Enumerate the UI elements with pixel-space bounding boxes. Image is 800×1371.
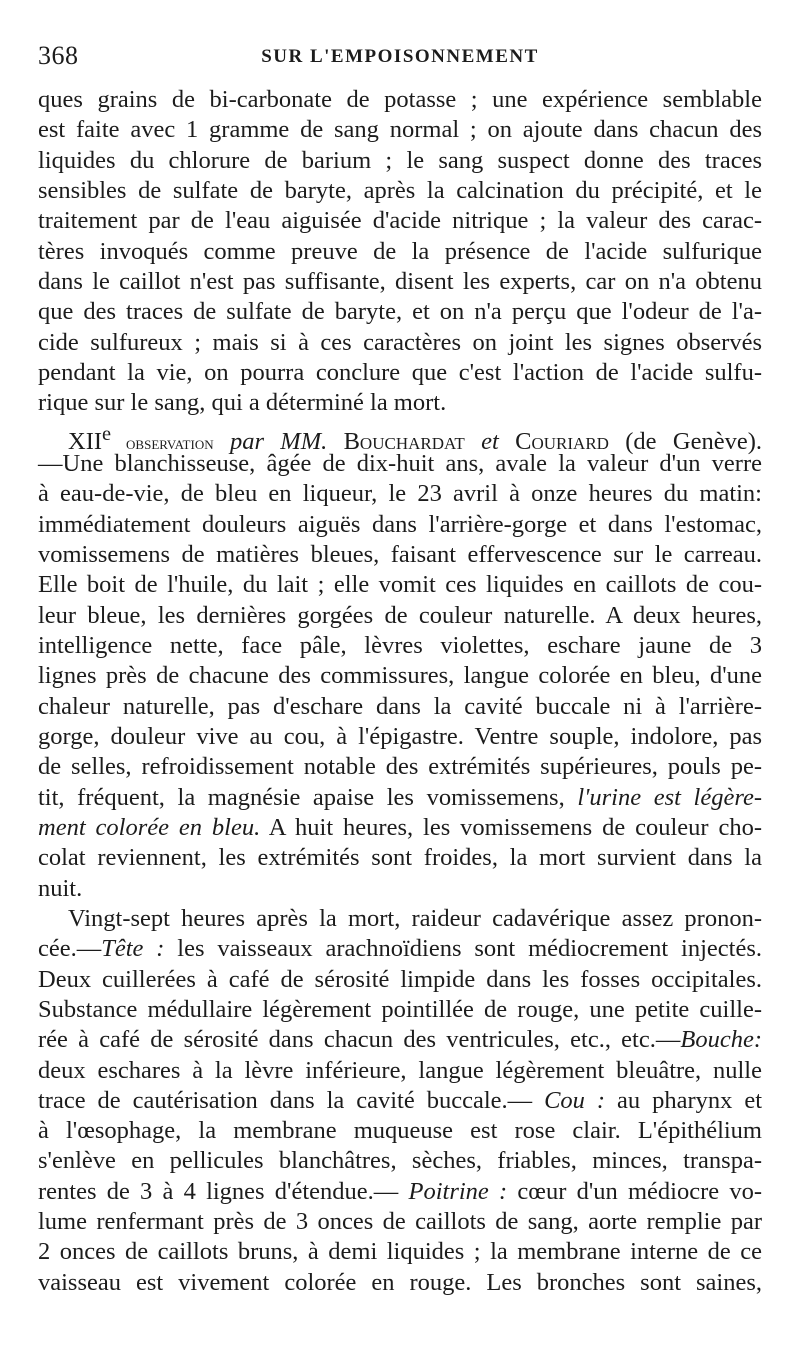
- italic-text: Cou :: [544, 1086, 606, 1114]
- text-line: intelligence nette, face pâle, lèvres violettes, eschare jaune de 3: [38, 631, 762, 659]
- text-line: Vingt-sept heures après la mort, raideur cadavérique assez pronon-: [68, 904, 762, 932]
- text-line: lignes près de chacune des commissures, langue colorée en bleu, d'une: [38, 662, 762, 690]
- text-line: dans le caillot n'est pas suffisante, disent les experts, car on n'a obtenu: [38, 267, 762, 295]
- text-line: Substance médullaire légèrement pointillée de rouge, une petite cuille-: [38, 995, 762, 1023]
- text-run: A huit heures, les vomissemens de couleur cho-: [260, 813, 762, 841]
- author-name: Couriard: [515, 427, 609, 455]
- text-line: lume renfermant près de 3 onces de caillots de sang, aorte remplie par: [38, 1208, 762, 1236]
- text-line: [38, 934, 762, 964]
- text-line: traitement par de l'eau aiguisée d'acide nitrique ; la valeur des carac-: [38, 207, 762, 235]
- italic-text: par MM.: [213, 427, 344, 455]
- observation-heading: [38, 419, 762, 455]
- text-line: que des traces de sulfate de baryte, et on n'a perçu que l'odeur de l'a-: [38, 298, 762, 326]
- italic-text: Poitrine :: [408, 1177, 508, 1205]
- text-run: au pharynx et: [605, 1086, 763, 1114]
- italic-text: l'urine est légère-: [577, 783, 762, 811]
- body-text: [38, 85, 762, 1298]
- text-line: [38, 813, 762, 843]
- text-line: à eau-de-vie, de bleu en liqueur, le 23 avril à onze heures du matin:: [38, 480, 762, 508]
- text-line: [38, 1086, 762, 1116]
- text-line: pendant la vie, on pourra conclure que c'est l'action de l'acide sulfu-: [38, 358, 762, 386]
- observation-number: XII: [68, 427, 103, 455]
- text-line: [38, 1177, 762, 1207]
- italic-text: Bouche:: [680, 1026, 762, 1054]
- text-line: deux eschares à la lèvre inférieure, langue légèrement bleuâtre, nulle: [38, 1056, 762, 1084]
- text-line: leur bleue, les dernières gorgées de couleur naturelle. A deux heures,: [38, 601, 762, 629]
- text-line: Deux cuillerées à café de sérosité limpide dans les fosses occipitales.: [38, 965, 762, 993]
- text-line: 2 onces de caillots bruns, à demi liquides ; la membrane interne de ce: [38, 1238, 762, 1266]
- italic-text: et: [464, 427, 516, 455]
- text-run: rée à café de sérosité dans chacun des ventricules, etc., etc.—: [38, 1026, 681, 1054]
- italic-text: Tête :: [101, 935, 165, 963]
- running-head: SUR L'EMPOISONNEMENT: [261, 46, 539, 67]
- text-line: s'enlève en pellicules blanchâtres, sèches, friables, minces, transpa-: [38, 1147, 762, 1175]
- text-run: trace de cautérisation dans la cavité buccale.—: [38, 1086, 545, 1114]
- superscript: e: [102, 422, 112, 445]
- text-run: rentes de 3 à 4 lignes d'étendue.—: [38, 1177, 409, 1205]
- page-header: [38, 40, 762, 72]
- text-line: nuit.: [38, 874, 83, 902]
- author-name: Bouchardat: [343, 427, 465, 455]
- text-line: [38, 1025, 762, 1055]
- page-number: 368: [38, 41, 79, 70]
- text-line: chaleur naturelle, pas d'eschare dans la cavité buccale ni à l'arrière-: [38, 692, 762, 720]
- text-run: cœur d'un médiocre vo-: [507, 1177, 762, 1205]
- text-line: vaisseau est vivement colorée en rouge. Les bronches sont saines,: [38, 1268, 762, 1296]
- text-line: cide sulfureux ; mais si à ces caractères on joint les signes observés: [38, 328, 762, 356]
- text-run: (de Genève).: [608, 427, 762, 455]
- text-line: gorge, douleur vive au cou, à l'épigastre. Ventre souple, indolore, pas: [38, 722, 762, 750]
- text-line: rique sur le sang, qui a déterminé la mort.: [38, 389, 447, 417]
- text-run: les vaisseaux arachnoïdiens sont médiocrement injectés.: [164, 935, 763, 963]
- text-line: —Une blanchisseuse, âgée de dix-huit ans, avale la valeur d'un verre: [38, 449, 762, 477]
- text-line: Elle boit de l'huile, du lait ; elle vomit ces liquides en caillots de cou-: [38, 571, 762, 599]
- text-line: colat reviennent, les extrémités sont froides, la mort survient dans la: [38, 844, 762, 872]
- text-line: est faite avec 1 gramme de sang normal ; on ajoute dans chacun des: [38, 116, 762, 144]
- text-run: tit, fréquent, la magnésie apaise les vomissemens,: [38, 783, 578, 811]
- observation-label: observation: [111, 432, 214, 454]
- italic-text: ment colorée en bleu.: [38, 813, 261, 841]
- text-run: cée.—: [38, 935, 102, 963]
- text-line: de selles, refroidissement notable des extrémités supérieures, pouls pe-: [38, 753, 762, 781]
- text-line: immédiatement douleurs aiguës dans l'arrière-gorge et dans l'estomac,: [38, 510, 762, 538]
- text-line: tères invoqués comme preuve de la présence de l'acide sulfurique: [38, 237, 762, 265]
- text-line: liquides du chlorure de barium ; le sang suspect donne des traces: [38, 146, 762, 174]
- text-line: sensibles de sulfate de baryte, après la calcination du précipité, et le: [38, 176, 762, 204]
- text-line: [38, 783, 762, 813]
- text-line: ques grains de bi-carbonate de potasse ; une expérience semblable: [38, 86, 762, 113]
- text-line: vomissemens de matières bleues, faisant effervescence sur le carreau.: [38, 540, 762, 568]
- text-line: à l'œsophage, la membrane muqueuse est rose clair. L'épithélium: [38, 1117, 762, 1145]
